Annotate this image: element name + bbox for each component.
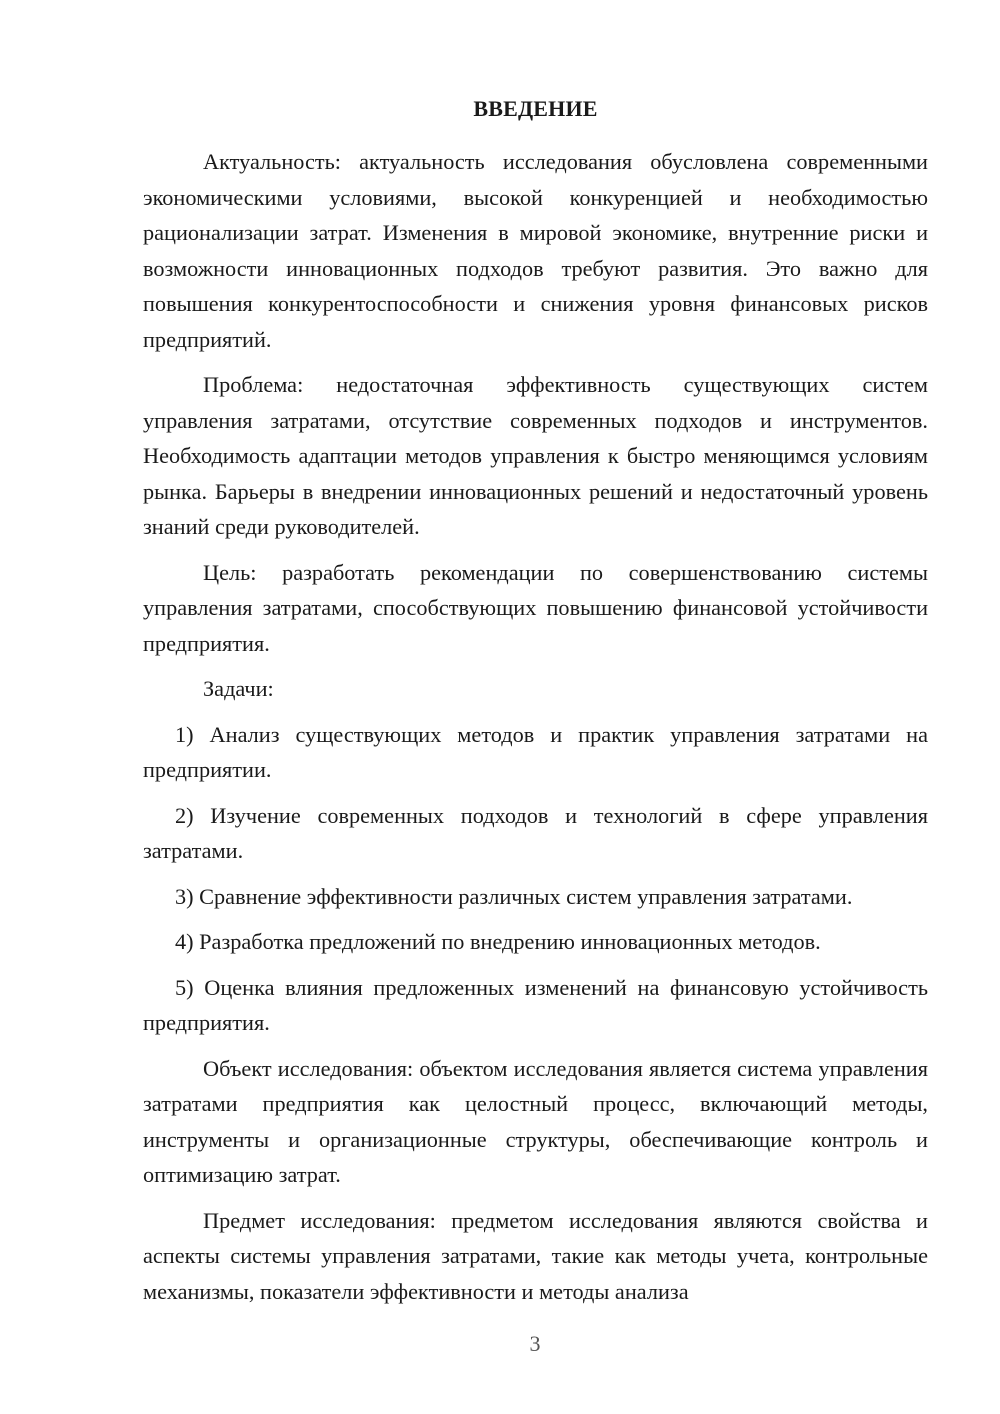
task-item-3: 3) Сравнение эффективности различных систем управления затратами. xyxy=(175,883,853,909)
task-item-2: 2) Изучение современных подходов и технологий в сфере управления затратами. xyxy=(143,802,928,863)
paragraph-goal: Цель: разработать рекомендации по совершенствованию системы управления затратами, способствующих повышению финансовой устойчивости предприятия. xyxy=(143,559,928,656)
task-item-5: 5) Оценка влияния предложенных изменений на финансовую устойчивость предприятия. xyxy=(143,974,928,1035)
task-item-1: 1) Анализ существующих методов и практик управления затратами на предприятии. xyxy=(143,721,928,782)
page-number: 3 xyxy=(529,1331,541,1356)
paragraph-object: Объект исследования: объектом исследования является система управления затратами предприятия как целостный процесс, включающий методы, инструменты и организационные структуры, обеспечивающие контроль и оптимизацию затрат. xyxy=(143,1055,928,1187)
tasks-heading: Задачи: xyxy=(203,676,274,701)
paragraph-problem: Проблема: недостаточная эффективность существующих систем управления затратами, отсутствие современных подходов и инструментов. Необходимость адаптации методов управления к быстро меняющимся условиям рынка. Барьеры в внедрении инновационных решений и недостаточный уровень знаний среди руководителей. xyxy=(143,372,928,539)
page-content xyxy=(143,96,928,1319)
task-item-4: 4) Разработка предложений по внедрению инновационных методов. xyxy=(175,929,821,954)
paragraph-relevance: Актуальность: актуальность исследования обусловлена современными экономическими условиями, высокой конкуренцией и необходимостью рационализации затрат. Изменения в мировой экономике, внутренние риски и возможности инновационных подходов требуют развития. Это важно для повышения конкурентоспособности и снижения уровня финансовых рисков предприятий. xyxy=(143,149,928,352)
section-title: ВВЕДЕНИЕ xyxy=(473,96,598,121)
paragraph-subject: Предмет исследования: предметом исследования являются свойства и аспекты системы управления затратами, такие как методы учета, контрольные механизмы, показатели эффективности и методы анализа xyxy=(143,1207,928,1304)
